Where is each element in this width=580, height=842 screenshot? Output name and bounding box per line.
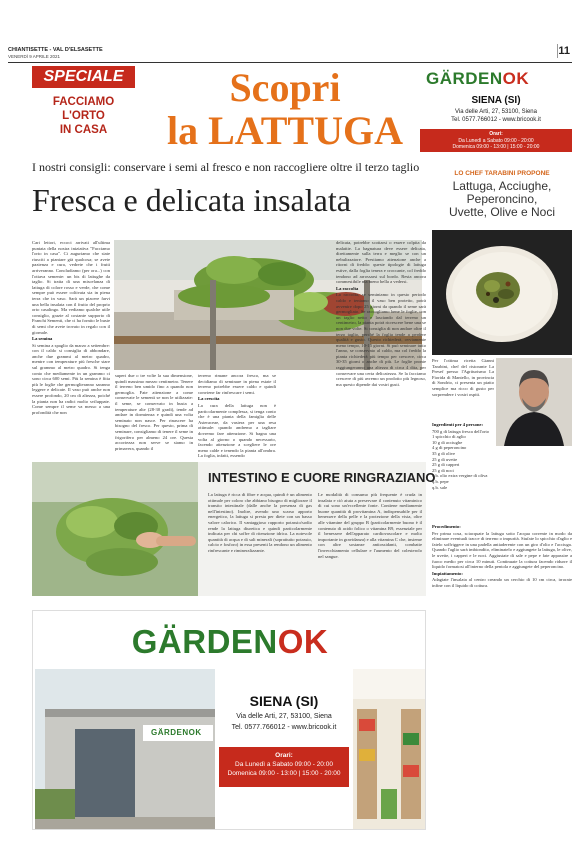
store-hours: Orari: Da Lunedì a Sabato 09:00 - 20:00 Domenica 09:00 - 13:00 | 15:00 - 20:00 (420, 129, 572, 152)
store-tel-large: Tel. 0577.766012 - www.bricook.it (231, 724, 337, 731)
publication-date: VENERDÌ 9 APRILE 2021 (8, 54, 61, 59)
health-box-column-2: Le modalità di consumo più frequente è cruda in insalata e ciò aiuta a preservare il contenuto vitaminico di cui sono un'eccellente fonte. Contiene mediamente buone quantità di provitamina A, indispensabile per il benessere della pelle e la protezione della vista, oltre alle vitamine del gruppo B (particolarmente buono è il contenuto di acido folico o vitamina B9, essenziale per il benessere dell'apparato cardiovascolare e molto importante in gravidanza) e alla vitamina C che, insieme con altre sostanze antiossidanti, combatte l'invecchiamento cellulare e l'aumento del colesterolo nel sangue. (318, 492, 422, 559)
store-address: Via delle Arti, 27, 53100, Siena (455, 109, 537, 115)
health-box-title: INTESTINO E CUORE RINGRAZIANO (208, 470, 436, 485)
article-column-2: superi due o tre volte la sua dimensione, quindi massimo mezzo centimetro. Tenere il terreno ben umido fino a quando non germoglia. Fate attenzione a come conservate le sementi se non le utilizzate: il seme, se conservato in busta a temperature alte (28-30 gradi), tende ad andare in dormienza e quindi una volta seminato non nasce. Per rinascere ha bisogno del fresco. Per questo, prima di seminare, consigliamo di tenere il seme in frigorifero per almeno 24 ore. Questa accortezza non serve se siamo in primavera, quando il (115, 373, 193, 451)
store-city: SIENA (SI) (471, 95, 521, 106)
chef-procedure: Procedimento: Per prima cosa, sciacquate la lattuga sotto l'acqua corrente in modo da eliminare eventuali tracce di terreno o impurità. Stufate lo spicchio d'aglio e fatelo soffriggere in una padella antiaderente con un giro d'olio e l'acciuga. Quando l'aglio sarà imbiondito, eliminatelo e aggiungete la lattuga, le olive, le uvette, i capperi e le noci. Aggiustate di sale e pepe e fate appassire a fuoco medio per circa 10 minuti. Continuate la cottura facendo ridurre il liquido formatosi all'interno della pentola e aggiungete del peperoncino. Impiattamento: Adagiate l'insalata al centro creando un cerchio di 10 cm circa, irrorate infine con il liquido di cottura. (432, 524, 572, 588)
speciale-badge: SPECIALE (32, 66, 135, 88)
store-ad-top (420, 66, 572, 161)
lettuce-hand-photo (32, 462, 198, 596)
store-hours-large: Orari: Da Lunedì a Sabato 09:00 - 20:00 Domenica 09:00 - 13:00 | 15:00 - 20:00 (219, 747, 349, 787)
store-tel: Tel. 0577.766012 - www.bricook.it (451, 117, 541, 123)
main-title: Scopri la LATTUGA (167, 65, 403, 153)
article-column-3: terreno rimane ancora fresco, ma se decidiamo di seminare in piena estate il terreno potrebbe essere caldo e quindi conviene far rinfrescare i semi. La crescita La cura della lattuga non è particolarmente complessa, si tenga conto che è una pianta della famiglia delle Asteraceae, da vasiera per una resa ottimale: quando andremo a tagliare dovremo fare attenzione. Si bagna una volta al giorno o quando necessario, facendo attenzione a scegliere le ore meno calde e tenendo la pianta all'ombra. La foglia, infatti, essendo (198, 373, 276, 459)
gardenok-logo-large: GÄRDENOK (131, 623, 329, 660)
store-address-large: Via delle Arti, 27, 53100, Siena (236, 713, 332, 720)
health-box-column-1: La lattuga è ricca di fibre e acqua, quindi è un alimento ottimale per coloro che abbiano bisogno di migliorare il transito intestinale (dalle anche la presenza di gas nell'intestino). Inoltre, avendo uno scarso apporto energetico, la lattuga si presta per diete con un basso valore calorico. Il vantaggioso rapporto potassio/sodio rende la lattuga diuretica e quindi particolarmente indicata per chi soffre di ritenzione idrica. La notevole quantità di acqua e di sali minerali (soprattutto potassio, calcio e fosforo) in essa presenti la rendono un alimento rinfrescante e rimineralizzante. (208, 492, 312, 553)
chef-photo (496, 358, 572, 446)
article-headline: Fresca e delicata insalata (32, 182, 351, 218)
store-exterior-photo (35, 669, 215, 829)
chef-title: Lattuga, Acciughe, Peperoncino, Uvette, Olive e Noci (448, 179, 556, 219)
gardenok-logo: GÄRDENOK (426, 69, 530, 88)
chef-recipe: Per l'ottima ricetta Gianni Tarabini, chef del ristorante La Presef presso l'Agriturismo La Fiorida di Mantello, in provincia di Sondrio, ci presenta un piatto semplice ma ricco di gusto per sorprendere i vostri ospiti. (432, 358, 494, 397)
page-header (8, 43, 572, 63)
publication-name: CHIANTISETTE - VAL D'ELSASETTE (8, 47, 103, 53)
speciale-subtitle: FACCIAMO L'ORTO IN CASA (52, 96, 115, 136)
dish-photo (432, 230, 572, 355)
chef-kicker: LO CHEF TARABINI PROPONE (454, 170, 550, 177)
article-column-4: delicata, potrebbe scottarsi o essere colpita da malattie. La bagnatura deve essere delicata, direttamente sulla terra e meglio se con un nebulizzatore. Prestiamo attenzione anche a ritorni di freddo: queste tipologie di lattuga estive, dalla foglia tenera e croccante, col freddo tendono ad arrossarsi sul bordo. Resta ancora commestibile ma meno bella a vedersi. La raccolta La raccolta, se seminiamo in questo periodo caldo e teniamo il vaso ben protetto, potrà avvenire dopo 25 giorni da quando il seme sarà germogliato. Se raccogliamo bene le foglie, con un taglio netto e lasciando dal terreno un centimetro, la pianta potrà ricrescere bene una se non due volte. Si consiglia di non andare oltre il terzo taglio, perché la foglia tende a perdere qualità e gusto. Questo richiederà, ovviamente meno tempo, 10-15 giorni. Si può seminare tutto l'anno, se conservato al caldo, ma col freddo la pianta richiederà più tempo per crescere, circa 30-35 giorni o anche di più. Le foglie pronte raggiungeranno una altezza di circa 4 dita, per conservare una certa delicatezza. Se la facciamo crescere di più avremo un prodotto più legnoso, ma questo dipende dai vostri gusti. (336, 240, 426, 387)
page-number: 11 (558, 45, 570, 57)
chef-ingredients: Ingredienti per 4 persone: 700 g di lattuga fresca dell'orto 1 spicchio di aglio 10 g di acciughe 4 g di peperoncino 35 g di olive 25 g di uvette 25 g di capperi 25 g di noci q.b. olio extra vergine di oliva q.b. pepe q.b. sale (432, 422, 490, 490)
store-ad-bottom (32, 610, 426, 830)
article-column-1: Cari lettori, eccoci arrivati all'ultima puntata della nostra iniziativa "Facciamo l'orto in casa". Ci auguriamo che siate riusciti a piantare già qualcosa; se avete pazienza e cura, vedrete che i frutti arriveranno. Concludiamo (per ora...) con l'ottava semente: un bis di lattughe da taglio. Si tratta di una miscelanza di lattuga di colore rosso e verde, che come sempre può essere coltivata sia in piena terra che in vaso. Sarà un piacere farvi una bella insalata con il frutto del proprio orto casalingo. Ma vediamo qualche utile consiglio, grazie al costante supporto di Franchi Sementi, che ci ha fornito le buste di semi che avete trovato in regalo con il giornale. La semina Si semina a spaglio da marzo a settembre: con il caldo si consiglia di abbondare, anche due grammi al metro quadro, mentre con temperature più fresche stare sul grammo al metro quadro. Si tenga conto che mediamente in un grammo ci sono circa 600 semi. Più la semina è fitta più le foglie che germoglieranno saranno leggere e delicate. Il vaso può anche non essere profondo, 20 cm di altezza, poiché la pianta non ha radici molto sviluppate. Come sempre il seme va messo a una profondità che non (32, 240, 110, 415)
store-city-large: SIENA (SI) (249, 693, 319, 709)
store-sign: GÄRDENOK (151, 728, 202, 737)
header-rule (8, 62, 572, 63)
article-kicker: I nostri consigli: conservare i semi al fresco e non raccogliere oltre il terzo taglio (32, 160, 420, 174)
health-box (32, 462, 436, 596)
store-interior-photo (353, 669, 425, 829)
